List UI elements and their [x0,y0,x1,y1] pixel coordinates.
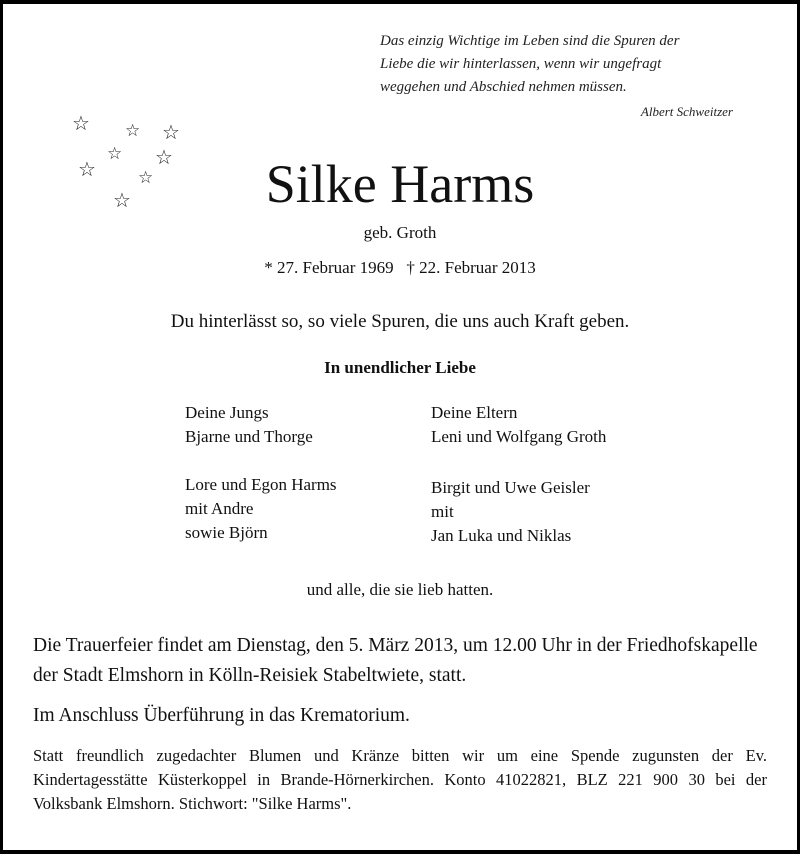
star-icon: ☆ [107,144,123,163]
mourner-line: Leni und Wolfgang Groth [431,427,607,446]
mourners-left-group [185,401,313,449]
and-all: und alle, die sie lieb hatten. [306,580,494,599]
quote [380,30,679,99]
mourner-line: Bjarne und Thorge [185,427,313,446]
mourner-line: Jan Luka und Niklas [431,526,572,545]
mourner-line: Deine Eltern [431,403,518,422]
mourner-line: Deine Jungs [185,403,269,422]
star-icon: ☆ [72,113,90,135]
life-dates: * 27. Februar 1969 † 22. Februar 2013 [264,258,536,277]
quote-line: weggehen und Abschied nehmen müssen. [380,79,627,95]
quote-line: Das einzig Wichtige im Leben sind die Spuren der [380,33,680,49]
star-icon: ☆ [155,147,173,169]
star-icon: ☆ [113,190,131,212]
quote-author: Albert Schweitzer [640,104,733,119]
obituary-notice [3,4,797,850]
mourner-line: sowie Björn [185,523,268,542]
mourner-line: Birgit und Uwe Geisler [431,478,590,497]
mourner-line: mit Andre [185,499,254,518]
mourner-line: mit [431,502,454,521]
star-icon: ☆ [125,121,141,140]
love-heading: In unendlicher Liebe [324,358,476,377]
star-icon: ☆ [162,122,180,144]
deceased-name: Silke Harms [265,154,535,214]
mourners-right-group [431,476,590,548]
donation-info: Statt freundlich zugedachter Blumen und Kränze bitten wir um eine Spende zugunsten der Ev. Kindertagesstätte Küsterkoppel in Brande-Hörnerkirchen. Konto 41022821, BLZ 221 900 30 bei der Volksbank Elmshorn. Stichwort: "Silke Harms". [33,746,767,813]
star-icon: ☆ [138,168,154,187]
cremation-info: Im Anschluss Überführung in das Krematorium. [33,705,410,726]
mourner-line: Lore und Egon Harms [185,475,337,494]
motto: Du hinterlässt so, so viele Spuren, die uns auch Kraft geben. [170,311,630,332]
funeral-info: Die Trauerfeier findet am Dienstag, den 5. März 2013, um 12.00 Uhr in der Friedhofskapelle der Stadt Elmshorn in Kölln-Reisiek Stabeltwiete, statt. [33,635,758,686]
mourners-left-group [185,473,337,545]
mourners-right-group [431,401,606,449]
quote-line: Liebe die wir hinterlassen, wenn wir ungefragt [380,56,662,72]
star-icon: ☆ [78,159,96,181]
maiden-name: geb. Groth [363,223,437,242]
